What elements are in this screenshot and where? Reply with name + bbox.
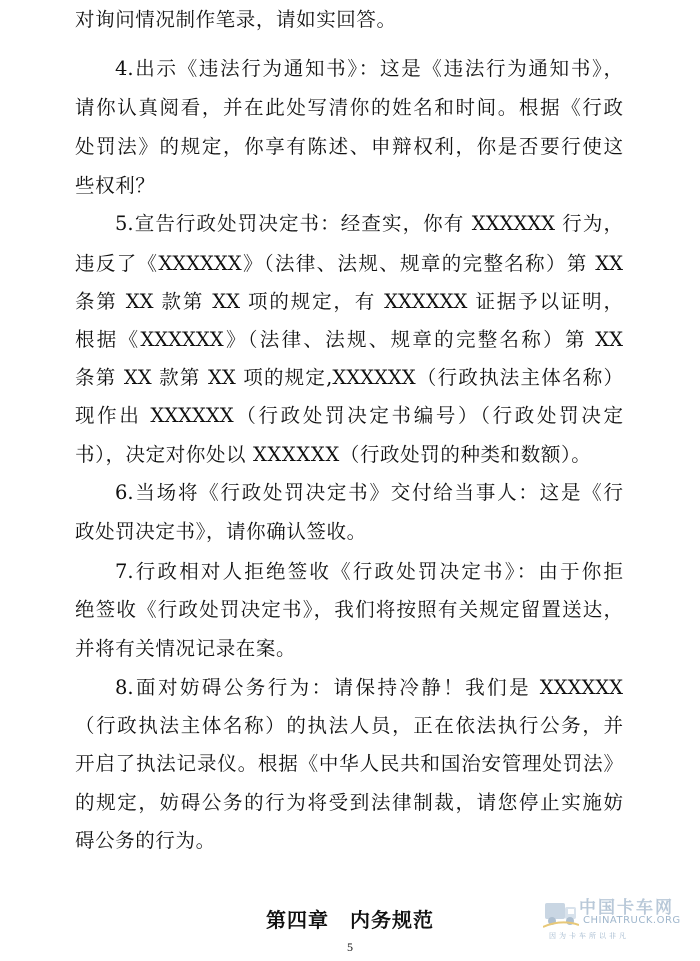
text-line: 书），决定对你处以 XXXXXX（行政处罚的种类和数额）。 [75,443,592,466]
text-line: 条第 XX 款第 XX 项的规定,XXXXXX（行政执法主体名称） [75,366,623,389]
text-line: 现作出 XXXXXX（行政处罚决定书编号）（行政处罚决定 [75,404,623,427]
truck-logo-icon [543,893,579,929]
text-line: 根据《XXXXXX》（法律、法规、规章的完整名称）第 XX [75,328,623,351]
text-line: 政处罚决定书》，请你确认签收。 [75,520,367,543]
chapter-heading: 第四章 内务规范 [266,908,434,932]
paragraph-4-line: 4.出示《违法行为通知书》：这是《违法行为通知书》， [115,57,623,80]
watermark [543,893,693,943]
text-line: 处罚法》的规定，你享有陈述、申辩权利，你是否要行使这 [75,135,623,158]
paragraph-7-line: 7.行政相对人拒绝签收《行政处罚决定书》：由于你拒 [115,560,623,583]
watermark-name: 中国卡车网 [579,898,674,918]
watermark-tagline: 因为卡车所以非凡 [549,932,629,940]
text-line: 些权利？ [75,174,156,197]
text-line: 的规定，妨碍公务的行为将受到法律制裁，请您停止实施妨 [75,791,623,814]
text-line: 违反了《XXXXXX》（法律、法规、规章的完整名称）第 XX [75,252,623,275]
text-line: 并将有关情况记录在案。 [75,637,297,660]
text-line: 条第 XX 款第 XX 项的规定，有 XXXXXX 证据予以证明， [75,290,623,313]
paragraph-8-line: 8.面对妨碍公务行为：请保持冷静！我们是 XXXXXX [115,676,623,699]
text-line: 碍公务的行为。 [75,829,216,852]
paragraph-5-line: 5.宣告行政处罚决定书：经查实，你有 XXXXXX 行为， [115,212,623,235]
text-line: （行政执法主体名称）的执法人员，正在依法执行公务，并 [75,714,623,737]
text-line: 开启了执法记录仪。根据《中华人民共和国治安管理处罚法》 [75,752,623,775]
page-number: 5 [347,940,353,954]
text-line: 对询问情况制作笔录，请如实回答。 [75,8,397,31]
paragraph-6-line: 6.当场将《行政处罚决定书》交付给当事人：这是《行 [115,481,623,504]
watermark-url: CHINATRUCK.ORG [583,915,681,926]
text-line: 绝签收《行政处罚决定书》，我们将按照有关规定留置送达， [75,598,623,621]
text-line: 请你认真阅看，并在此处写清你的姓名和时间。根据《行政 [75,96,623,119]
